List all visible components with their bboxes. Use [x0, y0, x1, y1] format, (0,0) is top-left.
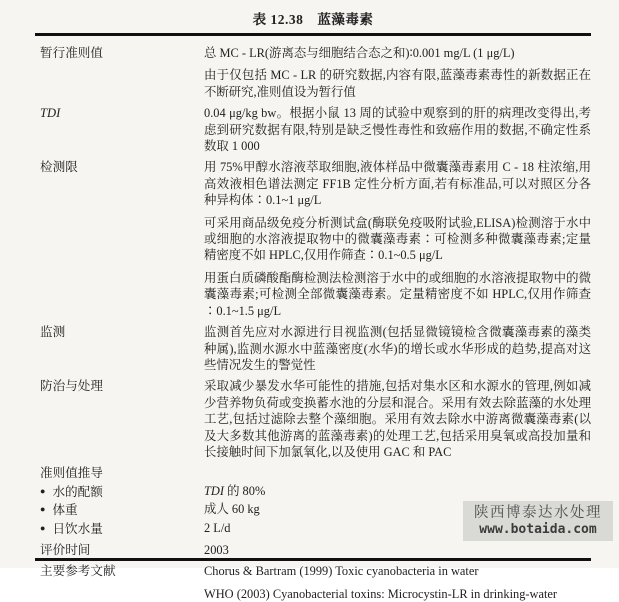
row-content	[204, 159, 591, 319]
table-row-evaluation-date	[35, 542, 591, 558]
bullet-value-italic: TDI	[204, 483, 224, 498]
row-label: TDI	[40, 106, 61, 121]
bullet-label	[35, 520, 204, 537]
bullet-value-text: 成人 60 kg	[204, 502, 260, 517]
row-label: 暂行准则值	[40, 46, 103, 60]
derivation-bullet-water-allocation	[35, 483, 591, 500]
bullet-label-text: 体重	[52, 503, 78, 518]
row-paragraph: 可采用商品级免疫分析测试盒(酶联免疫吸附试验,ELISA)检测溶于水中或细胞的水溶液提取物中的微囊藻毒素∶可检测多种微囊藻毒素;定量精密度不如 HPLC,仅用作筛查∶0.1~0.5 μg/L	[204, 215, 591, 263]
row-paragraph: 2003	[204, 542, 229, 557]
table-row-main-references	[35, 563, 591, 602]
row-content	[204, 465, 591, 481]
bullet-icon: ●	[40, 522, 46, 533]
bullet-label	[35, 483, 204, 500]
row-label: 评价时间	[40, 542, 91, 557]
bullet-label-text: 日饮水量	[52, 521, 103, 536]
row-content	[204, 45, 591, 100]
watermark-url: www.botaida.com	[479, 521, 597, 537]
reference-item: Chorus & Bartram (1999) Toxic cyanobacteria in water	[204, 564, 479, 579]
table-row-provisional-guideline	[35, 45, 591, 100]
row-paragraph: 监测首先应对水源进行目视监测(包括显微镜镜检含微囊藻毒素的藻类种属),监测水源水中蓝藻密度(水华)的增长或水华形成的趋势,提高对这些情况发生的警觉性	[204, 325, 591, 372]
row-paragraph: 用 75%甲醇水溶液萃取细胞,液体样品中微囊藻毒素用 C - 18 柱浓缩,用高效液相色谱法测定 FF1B 定性分析方面,若有标准品,可以对照区分各种异构体∶0.1~1 μg/L	[204, 160, 591, 208]
row-paragraph: 由于仅包括 MC - LR 的研究数据,内容有限,蓝藻毒素毒性的新数据正在不断研究,准则值设为暂行值	[204, 68, 591, 99]
table-row-prevention-treatment	[35, 378, 591, 460]
row-label: 准则值推导	[40, 466, 103, 481]
row-content	[204, 105, 591, 154]
bullet-label	[35, 501, 204, 518]
reference-item: WHO (2003) Cyanobacterial toxins: Microcystin-LR in drinking-water	[204, 586, 558, 601]
table-row-guideline-derivation	[35, 465, 591, 481]
row-paragraph: 总 MC - LR(游离态与细胞结合态之和)∶0.001 mg/L (1 μg/L)	[204, 46, 515, 60]
row-content	[204, 378, 591, 460]
row-content	[204, 542, 591, 558]
watermark-stamp	[463, 501, 613, 541]
row-label: 监测	[40, 325, 66, 340]
row-paragraph: 0.04 μg/kg bw。根据小鼠 13 周的试验中观察到的肝的病理改变得出,考虑到研究数据有限,特别是缺乏慢性毒性和致癌作用的数据,不确定性系数取 1 000	[204, 106, 591, 154]
table-title: 表 12.38 蓝藻毒素	[252, 12, 374, 27]
row-label: 防治与处理	[40, 379, 103, 394]
watermark-company-name: 陕西博泰达水处理	[474, 504, 602, 521]
table-row-monitoring	[35, 324, 591, 373]
row-content	[204, 563, 591, 602]
row-paragraph: 采取减少暴发水华可能性的措施,包括对集水区和水源水的管理,例如减少营养物负荷或变换蓄水池的分层和混合。采用有效去除蓝藻的水处理工艺,包括过滤除去整个藻细胞。采用有效去除水中游离微囊藻毒素(以及大多数其他游离的蓝藻毒素)的处理工艺,包括采用臭氧或高投加量和长接触时间下加氯氧化,以及使用 GAC 和 PAC	[204, 379, 591, 459]
row-paragraph: 用蛋白质磷酸酯酶检测法检测溶于水中的或细胞的水溶液提取物中的微囊藻毒素;可检测全部微囊藻毒素。定量精密度不如 HPLC,仅用作筛查∶0.1~1.5 μg/L	[204, 270, 591, 318]
row-label: 主要参考文献	[40, 564, 116, 579]
bullet-label-text: 水的配额	[52, 484, 103, 499]
table-bottom-rule	[35, 558, 591, 561]
bullet-value-text: 2 L/d	[204, 520, 231, 535]
table-row-tdi	[35, 105, 591, 154]
table-row-detection-limit	[35, 159, 591, 319]
bullet-icon: ●	[40, 504, 46, 515]
row-label: 检测限	[40, 160, 78, 175]
row-content	[204, 324, 591, 373]
bullet-icon: ●	[40, 485, 46, 496]
bullet-value-text: 的 80%	[223, 483, 266, 498]
bullet-value	[204, 483, 591, 500]
